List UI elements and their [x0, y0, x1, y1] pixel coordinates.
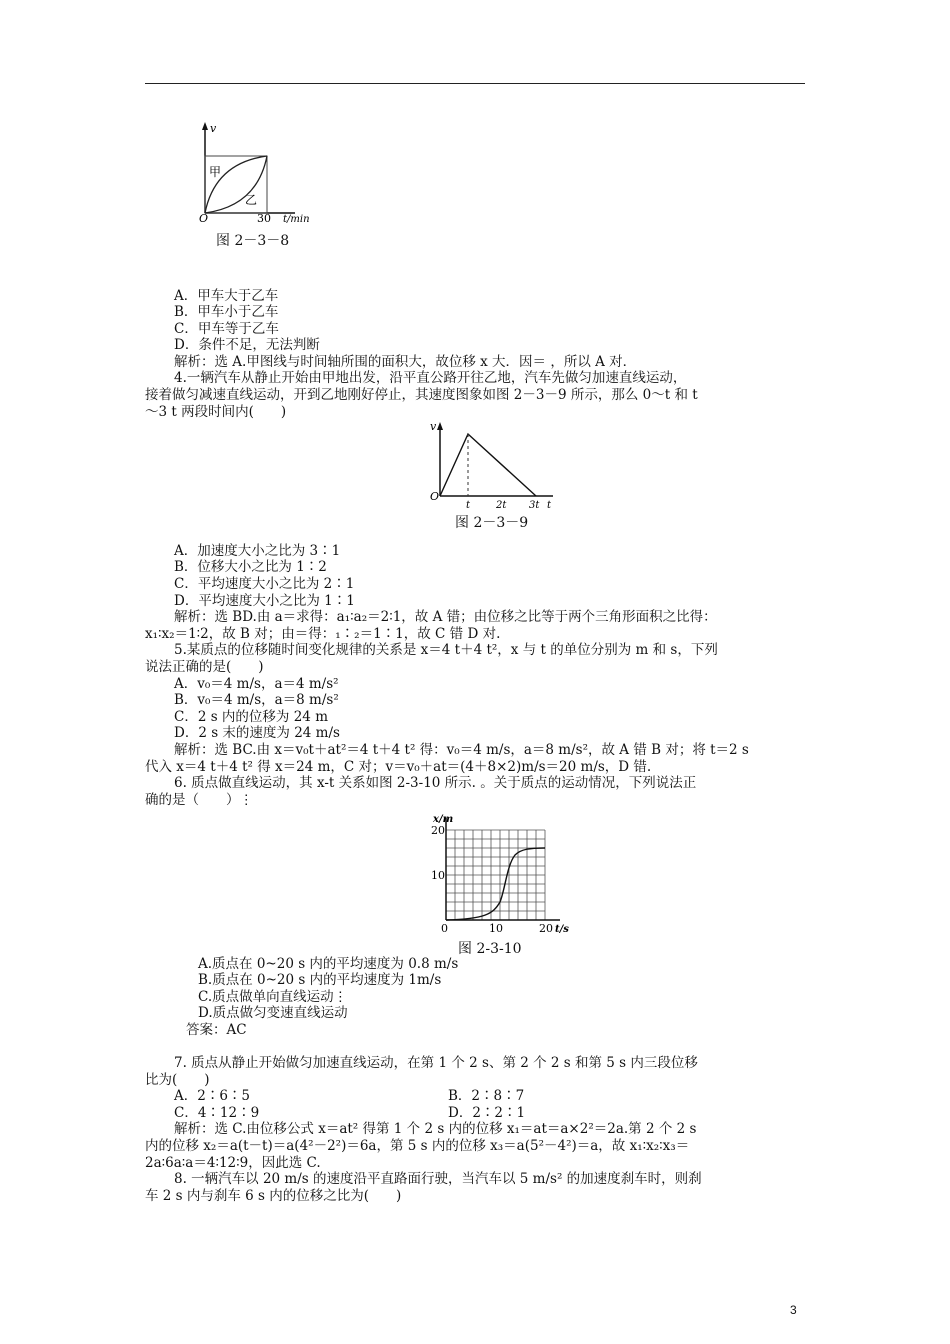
q4-option-d: D．平均速度大小之比为 1∶1	[174, 593, 355, 609]
fig1-tick-30: 30	[257, 212, 271, 223]
fig1-v-label: v	[210, 122, 217, 135]
q7-answer-2: 内的位移 x₂＝a(t－t)＝a(4²－2²)＝6a，第 5 s 内的位移 x₃＝a(5²－4²)＝a，故 x₁∶x₂∶x₃＝	[145, 1138, 690, 1154]
fig3-x0: 0	[441, 922, 448, 935]
q4-option-a: A．加速度大小之比为 3∶1	[174, 543, 341, 559]
fig1-origin: O	[199, 212, 209, 223]
q5-option-a: A．v₀＝4 m/s，a＝4 m/s²	[174, 676, 339, 692]
q3-option-b: B．甲车小于乙车	[174, 304, 279, 320]
q6-option-c: C.质点做单向直线运动⋮	[198, 989, 348, 1005]
fig3-x10: 10	[489, 922, 503, 935]
figure-2-3-10	[405, 810, 575, 936]
q5-answer-1: 解析：选 BC.由 x＝v₀t＋at²＝4 t＋4 t² 得：v₀＝4 m/s，a＝8 m/s²，故 A 错 B 对；将 t＝2 s	[174, 742, 749, 758]
q6-stem-2: 确的是（ ）⋮	[145, 792, 253, 808]
q8-stem-1: 8. 一辆汽车以 20 m/s 的速度沿平直路面行驶，当汽车以 5 m/s² 的加速度刹车时，则刹	[174, 1171, 702, 1187]
q7-option-b: B．2∶8∶7	[448, 1088, 525, 1104]
q4-stem-1: 4.一辆汽车从静止开始由甲地出发，沿平直公路开往乙地，汽车先做匀加速直线运动，	[174, 370, 687, 386]
q6-answer: 答案：AC	[186, 1022, 247, 1038]
fig2-origin: O	[430, 490, 440, 503]
q7-answer-1: 解析：选 C.由位移公式 x＝at² 得第 1 个 2 s 内的位移 x₁＝at＝a×2²＝2a.第 2 个 2 s	[174, 1121, 697, 1137]
fig1-jia-label: 甲	[209, 165, 222, 179]
q3-answer: 解析：选 A.甲图线与时间轴所围的面积大，故位移 x 大．因＝ ，所以 A 对．	[174, 354, 637, 370]
q4-answer-2: x₁∶x₂＝1∶2，故 B 对；由＝得：₁∶₂＝1∶1，故 C 错 D 对.	[145, 626, 501, 642]
q5-answer-2: 代入 x＝4 t＋4 t² 得 x＝24 m，C 对；v＝v₀＋at＝(4＋8×2)m/s＝20 m/s，D 错.	[145, 759, 652, 775]
q7-answer-3: 2a∶6a∶a＝4∶12∶9，因此选 C.	[145, 1155, 321, 1171]
page-number: 3	[790, 1303, 797, 1317]
fig1-x-label: t/min	[283, 214, 310, 223]
q5-stem-2: 说法正确的是( )	[145, 659, 264, 675]
fig3-y10: 10	[431, 869, 445, 882]
q4-option-b: B．位移大小之比为 1∶2	[174, 559, 327, 575]
q6-stem-1: 6. 质点做直线运动，其 x-t 关系如图 2-3-10 所示. 。关于质点的运动情况，下列说法正	[174, 775, 697, 791]
q6-option-a: A.质点在 0~20 s 内的平均速度为 0.8 m/s	[198, 956, 459, 972]
q7-option-d: D．2∶2∶1	[448, 1105, 526, 1121]
fig3-y-label: x/m	[433, 814, 454, 825]
q4-stem-2: 接着做匀减速直线运动，开到乙地刚好停止，其速度图象如图 2－3－9 所示，那么 0～t 和 t	[145, 387, 698, 403]
fig3-x-label: t/s	[555, 924, 569, 935]
figure-2-3-9	[428, 420, 563, 512]
q7-stem-2: 比为( )	[145, 1072, 210, 1088]
q5-option-b: B．v₀＝4 m/s，a＝8 m/s²	[174, 692, 339, 708]
fig3-x20: 20	[539, 922, 553, 935]
q4-answer-1: 解析：选 BD.由 a＝求得：a₁∶a₂＝2∶1，故 A 错；由位移之比等于两个三角形面积之比得：	[174, 609, 717, 625]
q6-option-d: D.质点做匀变速直线运动	[198, 1005, 348, 1021]
q6-option-b: B.质点在 0~20 s 内的平均速度为 1m/s	[198, 972, 442, 988]
q3-option-a: A．甲车大于乙车	[174, 288, 279, 304]
q5-stem-1: 5.某质点的位移随时间变化规律的关系是 x＝4 t＋4 t²，x 与 t 的单位分别为 m 和 s，下列	[174, 642, 718, 658]
fig2-x-label: t	[547, 500, 552, 511]
header-rule	[145, 83, 805, 84]
figure-2-3-8	[195, 118, 325, 223]
q7-option-a: A．2∶6∶5	[174, 1088, 251, 1104]
fig2-tick-3t: 3t	[529, 500, 540, 511]
fig2-v-label: v	[430, 420, 437, 433]
fig1-yi-label: 乙	[245, 193, 258, 207]
q5-option-c: C．2 s 内的位移为 24 m	[174, 709, 328, 725]
fig2-caption: 图 2－3－9	[455, 515, 529, 531]
q4-option-c: C．平均速度大小之比为 2∶1	[174, 576, 355, 592]
q8-stem-2: 车 2 s 内与刹车 6 s 内的位移之比为( )	[145, 1188, 402, 1204]
q3-option-c: C．甲车等于乙车	[174, 321, 279, 337]
q5-option-d: D．2 s 末的速度为 24 m/s	[174, 725, 340, 741]
q7-option-c: C．4∶12∶9	[174, 1105, 260, 1121]
q4-stem-3: ～3 t 两段时间内( )	[145, 404, 287, 420]
fig1-caption: 图 2－3－8	[216, 233, 290, 249]
fig3-y20: 20	[431, 824, 445, 837]
fig3-caption: 图 2-3-10	[458, 941, 522, 957]
q3-option-d: D．条件不足，无法判断	[174, 337, 320, 353]
fig2-tick-t: t	[466, 500, 471, 511]
fig2-tick-2t: 2t	[496, 500, 507, 511]
q7-stem-1: 7. 质点从静止开始做匀加速直线运动，在第 1 个 2 s、第 2 个 2 s 和第 5 s 内三段位移	[174, 1055, 698, 1071]
